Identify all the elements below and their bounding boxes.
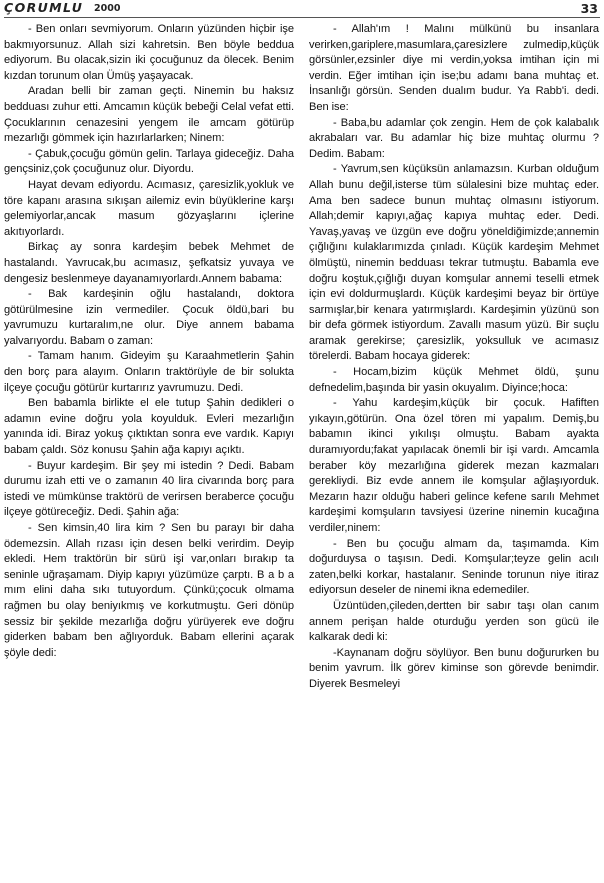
- paragraph: - Yahu kardeşim,küçük bir çocuk. Hafiften yıkayın,götürün. Ona özel tören mi yapalım. Demiş,bu babamın ikinci yıkılışı olmuştu. Babam ayakta duramıyordu;fakat yapılacak önemli bir işi vardı. Amcamla beraber köy mezarlığına giderek mezan kazmaları gerekliydi. Biz evde annem ile komşular ağlaşıyorduk. Mezarın hazır olduğu haberi gelince kefene sarılı Mehmet kardeşimi komşuların tavsiyesi üzerine ninemin kucağına verdiler,ninem:: [309, 397, 599, 534]
- paragraph: Hayat devam ediyordu. Acımasız, çaresizlik,yokluk ve töre kapanı arasına sıkışan ailemiz evin büyüklerine karşı gelemiyorlar,ancak masum gözyaşlarını içlerine akıtıyorlardı.: [4, 178, 294, 238]
- paragraph: - Bak kardeşinin oğlu hastalandı, doktora götürülmesine izin vermediler. Çocuk öldü,bari bu yavrumuzu kurtaralım,ne olur. Diye annem babama yalvarıyordu. Babam o zaman:: [4, 288, 294, 347]
- right-column: [309, 22, 599, 693]
- paragraph: Birkaç ay sonra kardeşim bebek Mehmet de hastalandı. Yavrucak,bu acımasız, şefkatsiz yuvaya ve dengesiz beslenmeye dayanamıyorlardı.Annem babama:: [4, 241, 294, 285]
- paragraph: Aradan belli bir zaman geçti. Ninemin bu haksız bedduası zuhur etti. Amcamın küçük bebeği Celal vefat etti. Çocuklarının cenazesini yengem ile amcam götürüp mezarlığı gömmek için hazırlarlarken; Ninem:: [4, 85, 294, 145]
- paragraph: - Yavrum,sen küçüksün anlamazsın. Kurban olduğum Allah bunu değil,isterse tüm sülalesini bize muhtaç eder. Ama ben sadece bunun muhtaç olmasını istiyorum. Allah;demir kapıyı,ağaç kapıya muhtaç eder. Dedi. Yavaş,yavaş ve üzgün eve doğru yöneldiğimizde;annemin çığlığını kulaklarımızda çınladı. Küçük kardeşim Mehmet ölmüştü, ninemin bedduası tekrar tutmuştu. Babamla eve doğru koştuk,çığlığı duyan komşular annemi teselli etmek için evi doldurmuşlardı. Küçük kardeşimi beyaz bir örtüye sarmışlar,bir kenara yatırmışlardı. Kardeşimin yüzünü son bir defa görmek istiyordum. Zavallı masum yüzü. Bir suçlu aramak gerekirse; çaresizlik, yoksulluk ve acımasız törelerdi. Babam hocaya giderek:: [309, 163, 599, 363]
- paragraph: - Hocam,bizim küçük Mehmet öldü, şunu defnedelim,başında bir yasin okuyalım. Diyince;hoca:: [309, 366, 599, 394]
- paragraph: - Ben bu çocuğu almam da, taşımamda. Kim doğurduysa o taşısın. Dedi. Komşular;teyze gelin acılı zaten,belki korkar, hastalanır. Seninde torunun niye itiraz ediyorsun deseler de ninemi ikna edemediler.: [309, 537, 599, 597]
- page-number: 33: [580, 1, 598, 16]
- paragraph: Ben babamla birlikte el ele tutup Şahin dedikleri o adamın evine doğru yola koyulduk. Evleri mezarlığın yanında idi. Biraz yokuş çıktıktan sonra eve vardık. Kapıyı babam çaldı. Söz konusu Şahin ağa kapıyı açıktı.: [4, 397, 294, 457]
- issue-year: 2000: [94, 3, 121, 14]
- paragraph: Üzüntüden,çileden,dertten bir sabır taşı olan canım annem perişan halde oturduğu yerden son gücü ile kalkarak dedi ki:: [309, 599, 599, 644]
- paragraph: - Ben onları sevmiyorum. Onların yüzünden hiçbir işe bakmıyorsunuz. Allah sizi kahretsin. Ben böyle beddua ediyorum. Bu olacak,sizin iki çocuğunuz da ölecek. Benim kızdan torunum olan Ümüş yaşayacak.: [4, 23, 294, 82]
- page-header: [0, 0, 604, 18]
- paragraph: - Allah'ım ! Malını mülkünü bu insanlara verirken,gariplere,masumlara,çaresizlere zulmedip,küçük görsünler,ezsinler diye mi verdin,yoksa imtihan için mi verdin. Eğer imtihan için ise;bu adamı bana muhtaç et. İnsanlığı görsün. Senden dualım budur. Ya Rabb'i. dedi. Ben ise:: [309, 23, 599, 113]
- paragraph: - Çabuk,çocuğu gömün gelin. Tarlaya gideceğiz. Daha gençsiniz,çok çocuğunuz olur. Diyordu.: [4, 147, 294, 176]
- paragraph: - Tamam hanım. Gideyim şu Karaahmetlerin Şahin den borç para alayım. Onların traktörüyle de bir solukta ilçeye çocuğu götürür kurtarırız yavrumuzu. Dedi.: [4, 350, 294, 394]
- header-divider: [4, 17, 600, 18]
- paragraph: -Kaynanam doğru söylüyor. Ben bunu doğururken bu benim yavrum. İlk görev kiminse son görevde benimdir. Diyerek Besmeleyi: [309, 646, 599, 690]
- paragraph: - Sen kimsin,40 lira kim ? Sen bu parayı bir daha ödemezsin. Allah rızası için desen belki verirdim. Deyip ekledi. Hem traktörün bir sürü işi var,onları bırakıp ta seninle uğraşamam. Diyip kapıyı yüzümüze çarptı. B a b a mım elini daha sıkı tutuyordum. Çünkü;çocuk olmama rağmen bu olay beniyıkmış ve korkutmuştu. Geri dönüp sessiz bir şekilde mezarlığa doğru yürüyerek eve doğru giderken babam ben ağlıyorduk. Babam ellerini açarak şöyle dedi:: [4, 522, 294, 659]
- paragraph: - Buyur kardeşim. Bir şey mi istedin ? Dedi. Babam durumu izah etti ve o zamanın 40 lira civarında borç para istedi ve mümkünse traktörü de verirsen beraberce çocuğu ilçeye götüreceğiz. Dedi. Şahin ağa:: [4, 459, 294, 519]
- paragraph: - Baba,bu adamlar çok zengin. Hem de çok kalabalık akrabaları var. Bu adamlar hiç bize muhtaç olurmu ? Dedim. Babam:: [309, 116, 599, 160]
- magazine-title: ÇORUMLU: [4, 0, 84, 15]
- left-column: [4, 22, 294, 661]
